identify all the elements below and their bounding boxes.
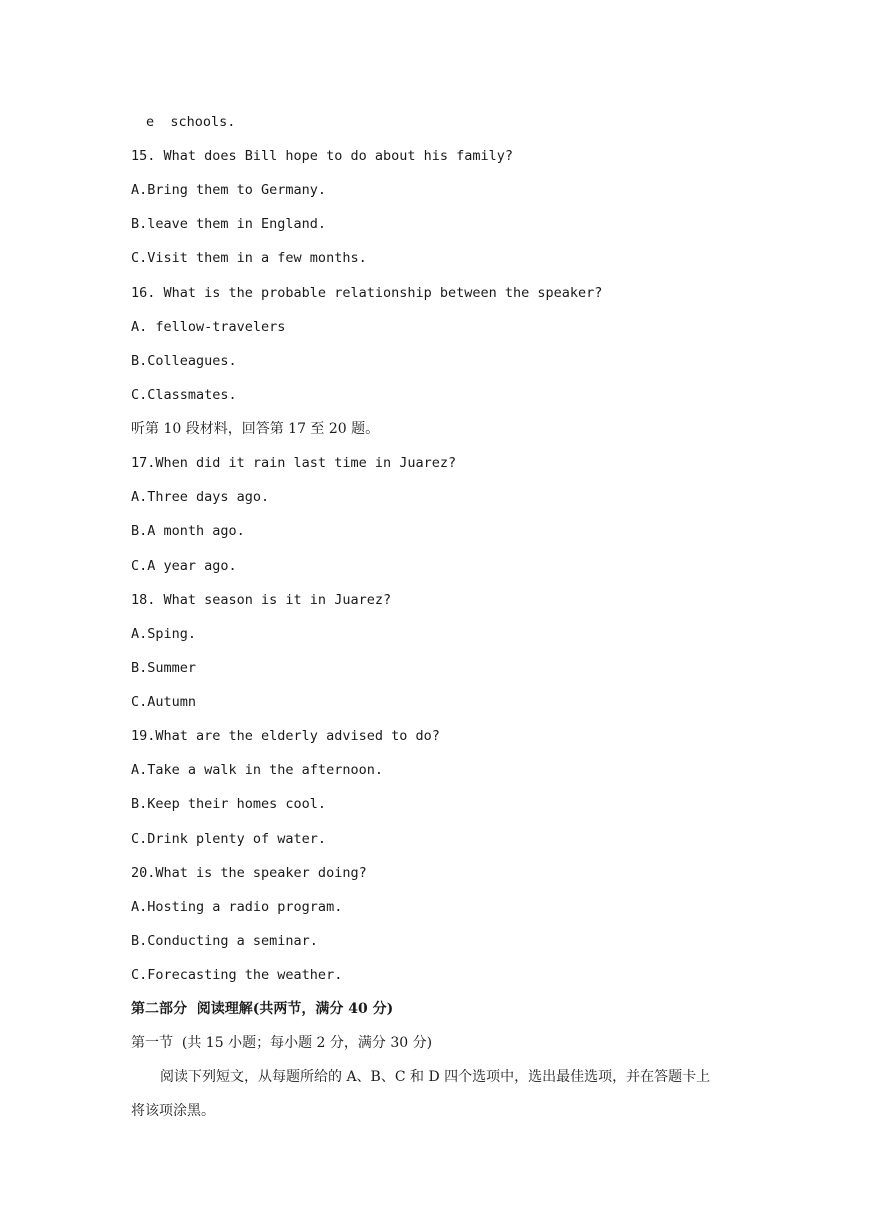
- option-19-a: A.Take a walk in the afternoon.: [131, 762, 383, 778]
- option-19-c: C.Drink plenty of water.: [131, 831, 327, 847]
- section-instruction-10: 听第 10 段材料，回答第 17 至 20 题。: [131, 421, 380, 437]
- question-17: 17.When did it rain last time in Juarez?: [131, 455, 457, 471]
- option-15-c: C.Visit them in a few months.: [131, 250, 367, 266]
- option-16-b: B.Colleagues.: [131, 353, 237, 369]
- text-line-continuation: e schools.: [146, 114, 236, 130]
- option-15-a: A.Bring them to Germany.: [131, 182, 327, 198]
- option-17-b: B.A month ago.: [131, 523, 245, 539]
- reading-instruction-line2: 将该项涂黑。: [131, 1103, 215, 1119]
- option-17-c: C.A year ago.: [131, 558, 237, 574]
- option-20-b: B.Conducting a seminar.: [131, 933, 318, 949]
- question-20: 20.What is the speaker doing?: [131, 865, 367, 881]
- option-16-c: C.Classmates.: [131, 387, 237, 403]
- option-20-c: C.Forecasting the weather.: [131, 967, 343, 983]
- reading-instruction-line1: 阅读下列短文，从每题所给的 A、B、C 和 D 四个选项中，选出最佳选项，并在答题卡上: [160, 1069, 711, 1085]
- question-16: 16. What is the probable relationship between the speaker?: [131, 285, 603, 301]
- option-18-c: C.Autumn: [131, 694, 197, 710]
- option-20-a: A.Hosting a radio program.: [131, 899, 343, 915]
- option-17-a: A.Three days ago.: [131, 489, 270, 505]
- question-19: 19.What are the elderly advised to do?: [131, 728, 440, 744]
- part-two-heading: 第二部分 阅读理解(共两节，满分 40 分): [131, 1001, 394, 1017]
- option-15-b: B.leave them in England.: [131, 216, 327, 232]
- option-18-b: B.Summer: [131, 660, 197, 676]
- section-one-heading: 第一节 (共 15 小题；每小题 2 分，满分 30 分): [131, 1035, 433, 1051]
- question-18: 18. What season is it in Juarez?: [131, 592, 392, 608]
- option-19-b: B.Keep their homes cool.: [131, 796, 327, 812]
- option-16-a: A. fellow-travelers: [131, 319, 286, 335]
- question-15: 15. What does Bill hope to do about his family?: [131, 148, 514, 164]
- option-18-a: A.Sping.: [131, 626, 197, 642]
